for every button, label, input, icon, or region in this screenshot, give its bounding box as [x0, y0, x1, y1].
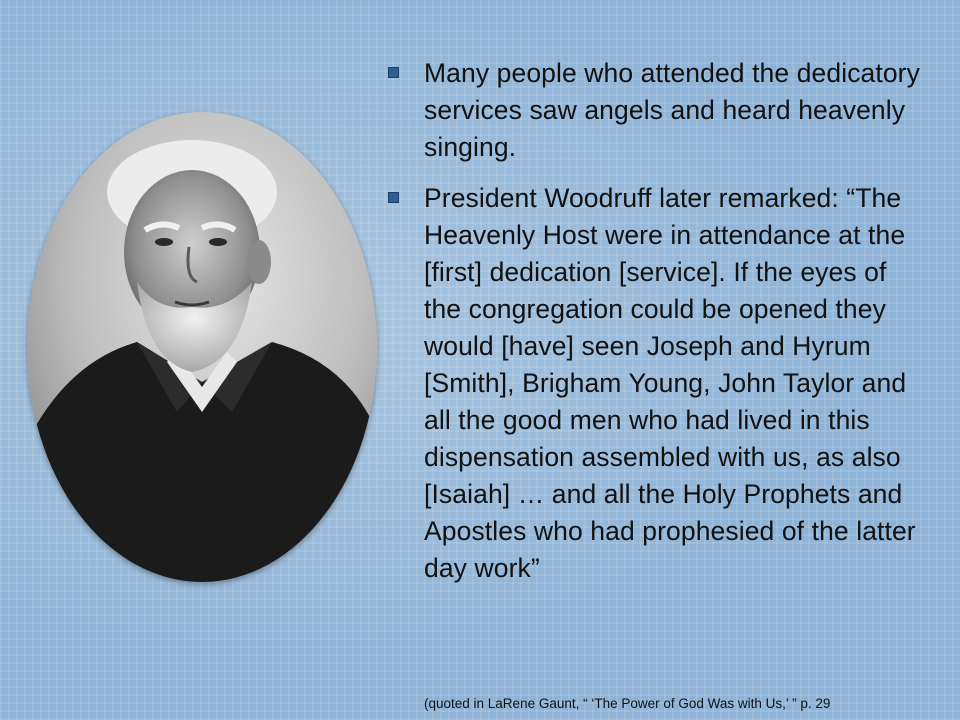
portrait-photo: [27, 112, 377, 582]
bullet-list: [388, 55, 928, 601]
bullet-text: President Woodruff later remarked: “The Heavenly Host were in attendance at the [first] dedication [service]. If the eyes of the congregation could be opened they would [have] seen Joseph and Hyrum [Smith], Brigham Young, John Taylor and all the good men who had lived in this dispensation assembled with us, as also [Isaiah] … and all the Holy Prophets and Apostles who had prophesied of the latter day work”: [424, 183, 916, 583]
bullet-text: Many people who attended the dedicatory services saw angels and heard heavenly singing.: [424, 58, 920, 162]
square-bullet-icon: [388, 67, 399, 78]
bullet-item: [388, 180, 928, 587]
bullet-item: [388, 55, 928, 166]
square-bullet-icon: [388, 192, 399, 203]
citation: (quoted in LaRene Gaunt, “ ‘The Power of God Was with Us,’ ” p. 29: [424, 696, 831, 711]
portrait-image: [27, 112, 377, 582]
